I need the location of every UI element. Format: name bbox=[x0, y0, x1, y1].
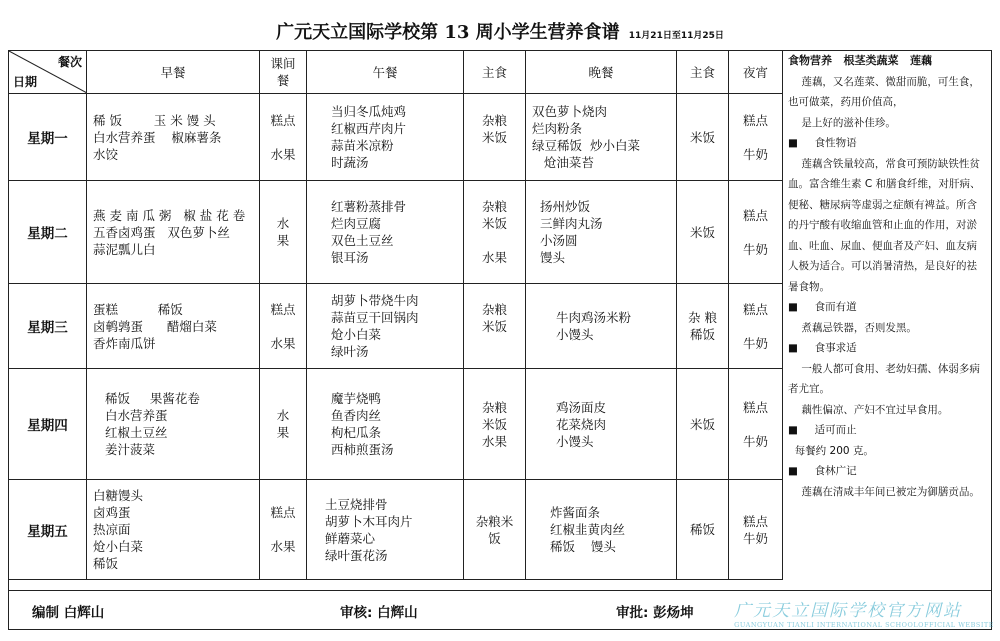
header-row bbox=[9, 51, 783, 94]
lunch-cell: 土豆烧排骨 胡萝卜木耳肉片 鲜蘑菜心 绿叶蛋花汤 bbox=[307, 480, 464, 580]
breakfast-cell: 蛋糕 稀饭 卤鹌鹑蛋 醋熘白菜 香炸南瓜饼 bbox=[87, 284, 260, 369]
header-recess: 课间 餐 bbox=[260, 51, 307, 94]
table-row bbox=[9, 284, 783, 369]
sidebar-paragraph: 每餐约 200 克。 bbox=[788, 444, 874, 457]
footer-reviewer: 审核: 白辉山 bbox=[340, 605, 418, 621]
sidebar-paragraph: 一般人都可食用、老幼妇孺、体弱多病者尤宜。 bbox=[788, 362, 980, 395]
table-row bbox=[9, 181, 783, 284]
night-snack-cell: 糕点 牛奶 bbox=[729, 369, 783, 480]
footer-approver: 审批: 彭炀坤 bbox=[616, 605, 694, 621]
staple-lunch-cell: 杂粮 米饭 bbox=[464, 94, 526, 181]
page-title bbox=[0, 18, 1000, 44]
header-staple-dinner: 主食 bbox=[677, 51, 729, 94]
sidebar-section-title: ■ 食事求适 bbox=[788, 342, 857, 354]
header-staple-lunch: 主食 bbox=[464, 51, 526, 94]
watermark-text: 广元天立国际学校官方网站 bbox=[734, 601, 963, 621]
staple-dinner-cell: 米饭 bbox=[677, 94, 729, 181]
dinner-cell: 牛肉鸡汤米粉 小馒头 bbox=[526, 284, 677, 369]
nutrition-sidebar bbox=[782, 51, 991, 577]
breakfast-cell: 稀饭 果酱花卷 白水营养蛋 红椒土豆丝 姜汁菠菜 bbox=[87, 369, 260, 480]
dinner-cell: 鸡汤面皮 花菜烧肉 小馒头 bbox=[526, 369, 677, 480]
day-label: 星期三 bbox=[9, 284, 87, 369]
staple-dinner-cell: 米饭 bbox=[677, 369, 729, 480]
day-label: 星期二 bbox=[9, 181, 87, 284]
header-lunch: 午餐 bbox=[307, 51, 464, 94]
table-row bbox=[9, 369, 783, 480]
table-row bbox=[9, 480, 783, 580]
day-label: 星期一 bbox=[9, 94, 87, 181]
recess-cell: 水 果 bbox=[260, 181, 307, 284]
title-main: 广元天立国际学校第 13 周小学生营养食谱 bbox=[276, 22, 620, 43]
sidebar-section-title: ■ 适可而止 bbox=[788, 424, 857, 436]
website-watermark bbox=[734, 596, 994, 629]
header-dinner: 晚餐 bbox=[526, 51, 677, 94]
lunch-cell: 胡萝卜带烧牛肉 蒜苗豆干回锅肉 炝小白菜 绿叶汤 bbox=[307, 284, 464, 369]
breakfast-cell: 稀 饭 玉 米 馒 头 白水营养蛋 椒麻薯条 水饺 bbox=[87, 94, 260, 181]
recess-cell: 糕点 水果 bbox=[260, 284, 307, 369]
night-snack-cell: 糕点 牛奶 bbox=[729, 94, 783, 181]
staple-dinner-cell: 米饭 bbox=[677, 181, 729, 284]
sidebar-section-title: ■ 食而有道 bbox=[788, 301, 857, 313]
night-snack-cell: 糕点 牛奶 bbox=[729, 480, 783, 580]
day-label: 星期四 bbox=[9, 369, 87, 480]
staple-dinner-cell: 杂 粮 稀饭 bbox=[677, 284, 729, 369]
header-breakfast: 早餐 bbox=[87, 51, 260, 94]
dinner-cell: 双色萝卜烧肉 烂肉粉条 绿豆稀饭 炒小白菜 炝油菜苔 bbox=[526, 94, 677, 181]
staple-lunch-cell: 杂粮 米饭 水果 bbox=[464, 181, 526, 284]
menu-table bbox=[8, 50, 783, 580]
table-row bbox=[9, 94, 783, 181]
breakfast-cell: 白糖馒头 卤鸡蛋 热凉面 炝小白菜 稀饭 bbox=[87, 480, 260, 580]
sidebar-paragraph: 莲藕在清咸丰年间已被定为御膳贡品。 bbox=[788, 485, 980, 498]
sidebar-paragraph: 莲藕，又名莲菜、微甜而脆，可生食，也可做菜，药用价值高， bbox=[788, 75, 980, 108]
staple-lunch-cell: 杂粮 米饭 水果 bbox=[464, 369, 526, 480]
sidebar-paragraph: 藕性偏凉、产妇不宜过早食用。 bbox=[788, 403, 949, 416]
header-night-snack: 夜宵 bbox=[729, 51, 783, 94]
day-label: 星期五 bbox=[9, 480, 87, 580]
sidebar-section-title: ■ 食林广记 bbox=[788, 465, 857, 477]
dinner-cell: 扬州炒饭 三鲜肉丸汤 小汤圆 馒头 bbox=[526, 181, 677, 284]
sidebar-heading: 食物营养 根茎类蔬菜 莲藕 bbox=[788, 54, 932, 67]
staple-lunch-cell: 杂粮米 饭 bbox=[464, 480, 526, 580]
watermark-subtext: GUANGYUAN TIANLI INTERNATIONAL SCHOOLOFFICIAL WEBSITE bbox=[734, 621, 994, 629]
header-diagonal-cell bbox=[9, 51, 87, 94]
dinner-cell: 炸酱面条 红椒韭黄肉丝 稀饭 馒头 bbox=[526, 480, 677, 580]
recess-cell: 水 果 bbox=[260, 369, 307, 480]
title-date-range: 11月21日至11月25日 bbox=[628, 31, 724, 41]
lunch-cell: 红薯粉蒸排骨 烂肉豆腐 双色土豆丝 银耳汤 bbox=[307, 181, 464, 284]
staple-dinner-cell: 稀饭 bbox=[677, 480, 729, 580]
lunch-cell: 当归冬瓜炖鸡 红椒西芹肉片 蒜苗米凉粉 时蔬汤 bbox=[307, 94, 464, 181]
staple-lunch-cell: 杂粮 米饭 bbox=[464, 284, 526, 369]
recess-cell: 糕点 水果 bbox=[260, 94, 307, 181]
header-meal-time: 餐次 bbox=[57, 55, 82, 69]
sidebar-section-title: ■ 食性物语 bbox=[788, 137, 857, 149]
night-snack-cell: 糕点 牛奶 bbox=[729, 181, 783, 284]
recess-cell: 糕点 水果 bbox=[260, 480, 307, 580]
sidebar-paragraph: 莲藕含铁量较高，常食可预防缺铁性贫血。富含维生素 C 和膳食纤维，对肝病、便秘、糖尿病等虚弱之症颇有裨益。所含的丹宁酸有收缩血管和止血的作用，对淤血、吐血、尿血、便血者及产妇、血友病人极为适合。可以消暑清热，是良好的祛暑食物。 bbox=[788, 157, 981, 293]
sidebar-paragraph: 是上好的滋补佳珍。 bbox=[788, 116, 896, 129]
night-snack-cell: 糕点 牛奶 bbox=[729, 284, 783, 369]
breakfast-cell: 燕 麦 南 瓜 粥 椒 盐 花 卷 五香卤鸡蛋 双色萝卜丝 蒜泥瓢儿白 bbox=[87, 181, 260, 284]
footer-editor: 编制 白辉山 bbox=[32, 605, 105, 621]
header-date: 日期 bbox=[13, 75, 38, 89]
lunch-cell: 魔芋烧鸭 鱼香肉丝 枸杞瓜条 西柿煎蛋汤 bbox=[307, 369, 464, 480]
sidebar-paragraph: 煮藕忌铁器，否则发黑。 bbox=[788, 321, 917, 334]
